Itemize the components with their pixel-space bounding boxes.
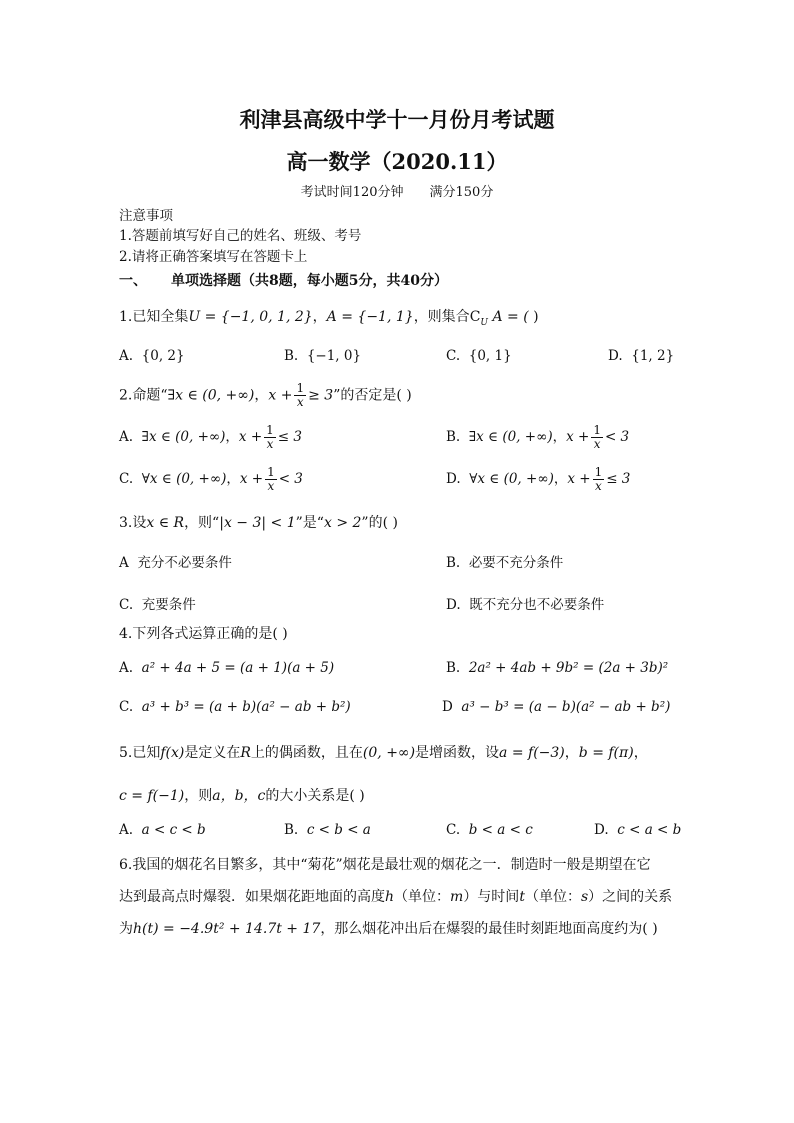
exam-time: 考试时间120分钟 <box>300 185 404 200</box>
question-5-stem-line1 <box>119 742 648 762</box>
q1-option-a <box>119 348 185 364</box>
q1-set-a: A = {−1, 1} <box>326 309 414 325</box>
q5-b-def: b = f(π) <box>578 745 634 761</box>
option-label: D. <box>446 471 461 487</box>
option-expr-a: x + <box>566 429 590 445</box>
q1-complement-sub: U <box>480 317 488 328</box>
option-label: A. <box>119 660 134 676</box>
q2-prefix: 2.命题“ <box>119 387 168 404</box>
q3-suffix: ”的( ) <box>361 515 398 531</box>
q2-sep: ， <box>254 387 269 404</box>
q5-option-b <box>284 822 371 838</box>
option-text: 既不充分也不必要条件 <box>469 597 605 613</box>
q1-complement-rest: A = ( <box>488 309 529 325</box>
q6-text: 为 <box>119 921 133 937</box>
option-expr-b: < 3 <box>604 429 630 445</box>
q5-option-a <box>119 822 206 838</box>
q5-option-c <box>446 822 533 838</box>
q2-expr-a: x + <box>268 387 293 404</box>
q3-expr1: |x − 3| < 1 <box>219 515 296 531</box>
option-text: 充要条件 <box>141 597 196 613</box>
q5-text: 的大小关系是( ) <box>265 788 365 804</box>
question-6-stem-line2 <box>119 886 672 906</box>
option-sep: ， <box>226 471 240 487</box>
q1-mid: ，则集合 <box>413 309 470 325</box>
option-expr-a: x + <box>567 471 591 487</box>
q1-option-b <box>284 348 361 364</box>
q3-mid1: ，则“ <box>184 515 220 531</box>
option-label: B. <box>446 429 461 445</box>
q6-text: ）与时间 <box>463 889 520 905</box>
option-expr-b: < 3 <box>278 471 303 487</box>
notes-heading: 注意事项 <box>119 208 173 224</box>
q5-function: f(x) <box>160 745 185 761</box>
question-4-stem: 4.下列各式运算正确的是( ) <box>119 626 288 642</box>
option-expr-a: x + <box>239 471 264 487</box>
q2-option-b <box>446 424 629 451</box>
question-3-stem <box>119 512 398 532</box>
question-1-stem <box>119 306 539 328</box>
option-quantifier: ∃x ∈ (0, +∞) <box>141 429 226 445</box>
option-sep: ， <box>225 429 239 445</box>
q6-text: 达到最高点时爆裂．如果烟花距地面的高度 <box>119 889 385 905</box>
option-text: 充分不必要条件 <box>137 555 232 571</box>
q2-suffix: ”的否定是( ) <box>333 387 412 404</box>
q5-option-d <box>594 822 681 838</box>
q3-mid2: ”是“ <box>295 515 324 531</box>
note-item: 1.答题前填写好自己的姓名、班级、考号 <box>119 228 362 244</box>
exam-title: 利津县高级中学十一月份月考试题 <box>239 107 555 132</box>
q6-text: （单位： <box>394 889 451 905</box>
question-6-stem-line3 <box>119 918 658 938</box>
q1-option-c <box>446 348 512 364</box>
q3-expr2: x > 2 <box>323 515 362 531</box>
q5-text: 上的偶函数，且在 <box>250 745 363 761</box>
option-label: C. <box>119 699 134 715</box>
fraction-numerator: 1 <box>594 465 603 479</box>
option-text: c < a < b <box>617 822 682 838</box>
option-label: A. <box>119 348 134 364</box>
option-expr-b: ≤ 3 <box>277 429 302 445</box>
q1-sep: ， <box>312 309 327 325</box>
q2-fraction <box>294 382 306 409</box>
fraction-denominator: x <box>593 437 601 451</box>
option-label: B. <box>446 555 461 571</box>
q5-text: ，则 <box>184 788 213 804</box>
option-sep: ， <box>552 429 567 445</box>
q5-sep: ， <box>633 745 648 761</box>
q5-text: 5.已知 <box>119 745 161 761</box>
option-text: {1, 2} <box>631 348 675 364</box>
option-text: {0, 1} <box>468 348 512 364</box>
q5-c-def: c = f(−1) <box>119 788 185 804</box>
q3-prefix: 3.设 <box>119 515 147 531</box>
q6-unit-s: s <box>580 889 589 905</box>
option-label: D. <box>608 348 623 364</box>
option-text: 2a² + 4ab + 9b² = (2a + 3b)² <box>468 660 669 676</box>
option-text: 必要不充分条件 <box>468 555 564 571</box>
option-label: B. <box>284 348 299 364</box>
option-label: D. <box>446 597 461 613</box>
note-item: 2.请将正确答案填写在答题卡上 <box>119 249 308 265</box>
option-label: C. <box>446 348 461 364</box>
q6-text: （单位： <box>524 889 581 905</box>
option-text: {−1, 0} <box>306 348 362 364</box>
section-number: 一、 <box>119 273 147 289</box>
option-sep: ， <box>553 471 568 487</box>
q4-option-c <box>119 699 351 715</box>
exam-score: 满分150分 <box>429 185 494 200</box>
option-label: B. <box>446 660 461 676</box>
q2-option-a <box>119 424 302 451</box>
option-label: C. <box>446 822 461 838</box>
option-text: {0, 2} <box>141 348 185 364</box>
q2-expr-b: ≥ 3 <box>308 387 334 404</box>
option-quantifier: ∃x ∈ (0, +∞) <box>468 429 553 445</box>
option-label: A. <box>119 822 134 838</box>
question-5-stem-line2 <box>119 785 365 805</box>
q4-option-d <box>442 699 670 715</box>
question-6-stem-line1: 6.我国的烟花名目繁多，其中“菊花”烟花是最壮观的烟花之一．制造时一般是期望在它 <box>119 857 651 873</box>
option-quantifier: ∀x ∈ (0, +∞) <box>141 471 227 487</box>
option-fraction <box>264 424 276 451</box>
exam-subtitle: 高一数学（2020.11） <box>286 149 508 174</box>
q6-var-t: t <box>519 889 525 905</box>
q3-option-a <box>119 551 232 571</box>
section-heading <box>119 270 448 290</box>
q5-a-def: a = f(−3) <box>499 745 565 761</box>
q1-prefix: 1.已知全集 <box>119 309 189 325</box>
q6-unit-m: m <box>450 889 464 905</box>
q1-complement-symbol: C <box>469 309 481 325</box>
q5-sep: ， <box>564 745 579 761</box>
option-text: a³ − b³ = (a − b)(a² − ab + b²) <box>461 699 671 715</box>
q1-complement <box>469 309 529 328</box>
option-expr-b: ≤ 3 <box>606 471 631 487</box>
option-quantifier: ∀x ∈ (0, +∞) <box>469 471 554 487</box>
exam-meta <box>0 181 794 200</box>
option-label: A <box>119 555 129 571</box>
fraction-denominator: x <box>296 395 304 409</box>
question-2-stem <box>119 382 412 409</box>
q6-text: ）之间的关系 <box>588 889 673 905</box>
q6-text: ，那么烟花冲出后在爆裂的最佳时刻距地面高度约为( ) <box>320 921 658 937</box>
q3-option-c <box>119 593 196 613</box>
q5-reals: R <box>240 745 251 761</box>
fraction-numerator: 1 <box>267 465 275 479</box>
section-label: 单项选择题（共8题，每小题5分，共40分） <box>171 273 448 289</box>
q2-option-d <box>446 466 630 493</box>
q1-option-d <box>608 348 674 364</box>
option-text: a² + 4a + 5 = (a + 1)(a + 5) <box>141 660 335 676</box>
fraction-numerator: 1 <box>593 423 601 437</box>
q4-option-b <box>446 660 668 676</box>
q2-option-c <box>119 466 303 493</box>
q1-end: ) <box>528 309 539 325</box>
option-fraction <box>265 466 277 493</box>
option-text: b < a < c <box>468 822 533 838</box>
q5-text: 是定义在 <box>184 745 241 761</box>
fraction-denominator: x <box>267 479 275 493</box>
option-label: D. <box>594 822 609 838</box>
option-expr-a: x + <box>238 429 263 445</box>
option-fraction <box>593 466 605 493</box>
q1-universal-set: U = {−1, 0, 1, 2} <box>188 309 313 325</box>
option-label: D <box>442 699 453 715</box>
option-label: C. <box>119 471 134 487</box>
q5-variables: a，b，c <box>212 788 266 804</box>
q6-formula: h(t) = −4.9t² + 14.7t + 17 <box>133 921 321 937</box>
q4-option-a <box>119 660 334 676</box>
fraction-denominator: x <box>594 479 602 493</box>
option-text: a < c < b <box>141 822 206 838</box>
option-fraction <box>591 424 603 451</box>
fraction-denominator: x <box>266 437 274 451</box>
option-text: a³ + b³ = (a + b)(a² − ab + b²) <box>141 699 351 715</box>
q5-interval: (0, +∞) <box>362 745 416 761</box>
option-label: B. <box>284 822 299 838</box>
q2-quantifier: ∃x ∈ (0, +∞) <box>167 387 255 404</box>
fraction-numerator: 1 <box>266 423 274 437</box>
option-label: A. <box>119 429 134 445</box>
option-label: C. <box>119 597 134 613</box>
q3-option-d <box>446 593 604 613</box>
q5-text: 是增函数，设 <box>415 745 500 761</box>
fraction-numerator: 1 <box>296 381 305 395</box>
q3-option-b <box>446 551 563 571</box>
q6-var-h: h <box>385 889 395 905</box>
option-text: c < b < a <box>306 822 371 838</box>
q3-condition: x ∈ R <box>146 515 185 531</box>
